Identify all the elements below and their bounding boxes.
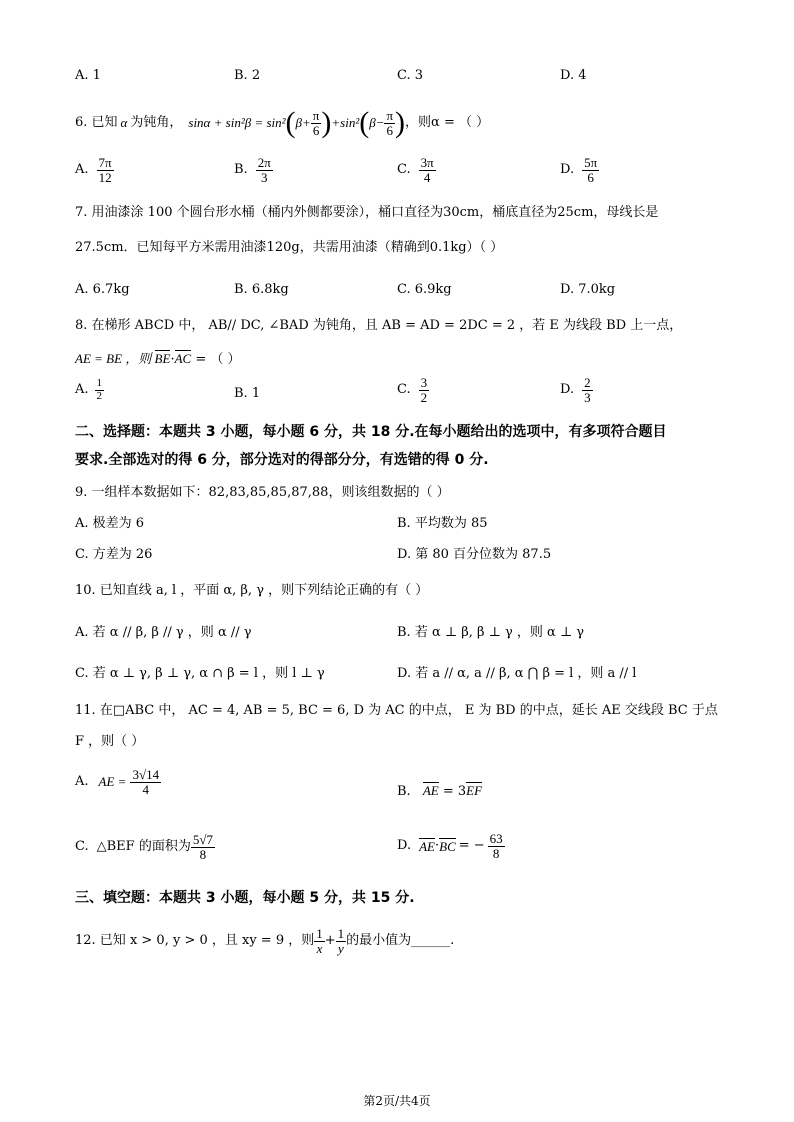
q11-option-c: C. △BEF 的面积为 $\frac{5√7}{8}$ bbox=[75, 832, 213, 862]
q6-paren-close-1: ) bbox=[321, 106, 332, 139]
q8-vector-ac: AC bbox=[174, 351, 192, 366]
q11-line1: 11. 在□ABC 中， AC = 4, AB = 5, BC = 6, D 为 AC 的中点， E 为 BD 的中点，延长 AE 交线段 BC 于点 bbox=[75, 703, 718, 718]
q6-stem: 6. 已知 α 为钝角， sinα + sin²β = sin² ( β+ $\frac{\pi}{6}$ ) +sin² ( β− $\frac{\pi}{6}$ ) ，则α = （ ） bbox=[75, 106, 490, 139]
q11-option-d: D. AE · BC = − $\frac{63}{8}$ bbox=[397, 831, 503, 861]
section3-heading: 三、填空题：本题共 3 小题，每小题 5 分，共 15 分. bbox=[75, 890, 415, 906]
q11-vector-ef: EF bbox=[466, 783, 483, 798]
q8-vector-be: BE bbox=[154, 351, 171, 366]
q6-option-c: C. $\frac{3\pi}{4}$ bbox=[397, 155, 434, 185]
q12-stem: 12. 已知 x > 0, y > 0 ，且 xy = 9 ，则 $\frac{1}{x}$ + $\frac{1}{y}$ 的最小值为______. bbox=[75, 926, 455, 956]
q8-line2: AE = BE ，则 BE·AC = （ ） bbox=[75, 351, 241, 367]
q6-option-a: A. $\frac{7\pi}{12}$ bbox=[75, 155, 112, 185]
q9-option-b: B. 平均数为 85 bbox=[397, 516, 488, 531]
q7-option-b: B. 6.8kg bbox=[234, 282, 289, 297]
q6-pi-over-6-first: $\frac{\pi}{6}$ bbox=[312, 107, 320, 138]
q8-line1: 8. 在梯形 ABCD 中， AB// DC, ∠BAD 为钝角，且 AB = AD = 2DC = 2 ，若 E 为线段 BD 上一点， bbox=[75, 318, 683, 333]
q12-answer-blank: 的最小值为______. bbox=[346, 933, 455, 949]
q6-number: 6. 已知 bbox=[75, 115, 118, 131]
q6-pi-over-6-second: $\frac{\pi}{6}$ bbox=[386, 107, 394, 138]
q6-paren-open-1: ( bbox=[285, 106, 296, 139]
q10-option-b: B. 若 α ⊥ β, β ⊥ γ ，则 α ⊥ γ bbox=[397, 625, 585, 640]
q10-option-a: A. 若 α // β, β // γ ，则 α // γ bbox=[75, 625, 252, 640]
q8-option-a: A. $\frac{1}{2}$ bbox=[75, 377, 103, 402]
q6-equation-left: sinα + sin²β = sin² bbox=[188, 115, 286, 131]
q8-option-d: D. $\frac{2}{3}$ bbox=[560, 375, 591, 405]
q5-option-c: C. 3 bbox=[397, 68, 424, 83]
q12-frac-1-over-x: $\frac{1}{x}$ bbox=[316, 926, 323, 956]
q7-line1: 7. 用油漆涂 100 个圆台形水桶（桶内外侧都要涂），桶口直径为30cm，桶底直径为25cm，母线长是 bbox=[75, 205, 659, 220]
q7-option-a: A. 6.7kg bbox=[75, 282, 130, 297]
q6-alpha: α bbox=[120, 115, 128, 131]
q6-obtuse-text: 为钝角， bbox=[130, 115, 183, 131]
q9-option-c: C. 方差为 26 bbox=[75, 547, 153, 562]
q9-option-a: A. 极差为 6 bbox=[75, 516, 145, 531]
q6-then: ，则α = （ ） bbox=[405, 115, 490, 131]
q10-option-d: D. 若 a // α, a // β, α ⋂ β = l ，则 a // l bbox=[397, 666, 637, 681]
q10-stem: 10. 已知直线 a, l ，平面 α, β, γ ，则下列结论正确的有（ ） bbox=[75, 583, 429, 598]
q9-stem: 9. 一组样本数据如下：82,83,85,85,87,88，则该组数据的（ ） bbox=[75, 485, 450, 500]
q11-option-b: B. AE = 3EF bbox=[397, 783, 483, 799]
q11-line2: F ，则（ ） bbox=[75, 734, 145, 749]
q6-paren-open-2: ( bbox=[359, 106, 370, 139]
q11-vector-bc: BC bbox=[439, 838, 456, 854]
q7-line2: 27.5cm．已知每平方米需用油漆120g，共需用油漆（精确到0.1kg）（ ） bbox=[75, 240, 504, 255]
q8-option-b: B. 1 bbox=[234, 386, 261, 401]
q9-option-d: D. 第 80 百分位数为 87.5 bbox=[397, 547, 552, 562]
q5-option-b: B. 2 bbox=[234, 68, 261, 83]
q12-frac-1-over-y: $\frac{1}{y}$ bbox=[337, 926, 345, 956]
q6-paren-close-2: ) bbox=[395, 106, 406, 139]
q6-option-b: B. $\frac{2\pi}{3}$ bbox=[234, 155, 271, 185]
q11-option-a: A. AE = $\frac{3√14}{4}$ bbox=[75, 767, 160, 797]
q11-vector-ae: AE bbox=[422, 783, 439, 798]
q10-option-c: C. 若 α ⊥ γ, β ⊥ γ, α ∩ β = l ，则 l ⊥ γ bbox=[75, 666, 325, 681]
section2-heading-line1: 二、选择题：本题共 3 小题，每小题 6 分，共 18 分.在每小题给出的选项中，有多项符合题目 bbox=[75, 424, 667, 440]
q6-option-d: D. $\frac{5\pi}{6}$ bbox=[560, 155, 598, 185]
q7-option-c: C. 6.9kg bbox=[397, 282, 452, 297]
q8-option-c: C. $\frac{3}{2}$ bbox=[397, 375, 428, 405]
section2-heading-line2: 要求.全部选对的得 6 分，部分选对的得部分分，有选错的得 0 分. bbox=[75, 452, 489, 468]
page-footer: 第2页/共4页 bbox=[363, 1094, 431, 1108]
q11-vector-ae-d: AE bbox=[419, 838, 435, 854]
q5-option-a: A. 1 bbox=[75, 68, 101, 83]
q5-option-d: D. 4 bbox=[560, 68, 587, 83]
q7-option-d: D. 7.0kg bbox=[560, 282, 616, 297]
